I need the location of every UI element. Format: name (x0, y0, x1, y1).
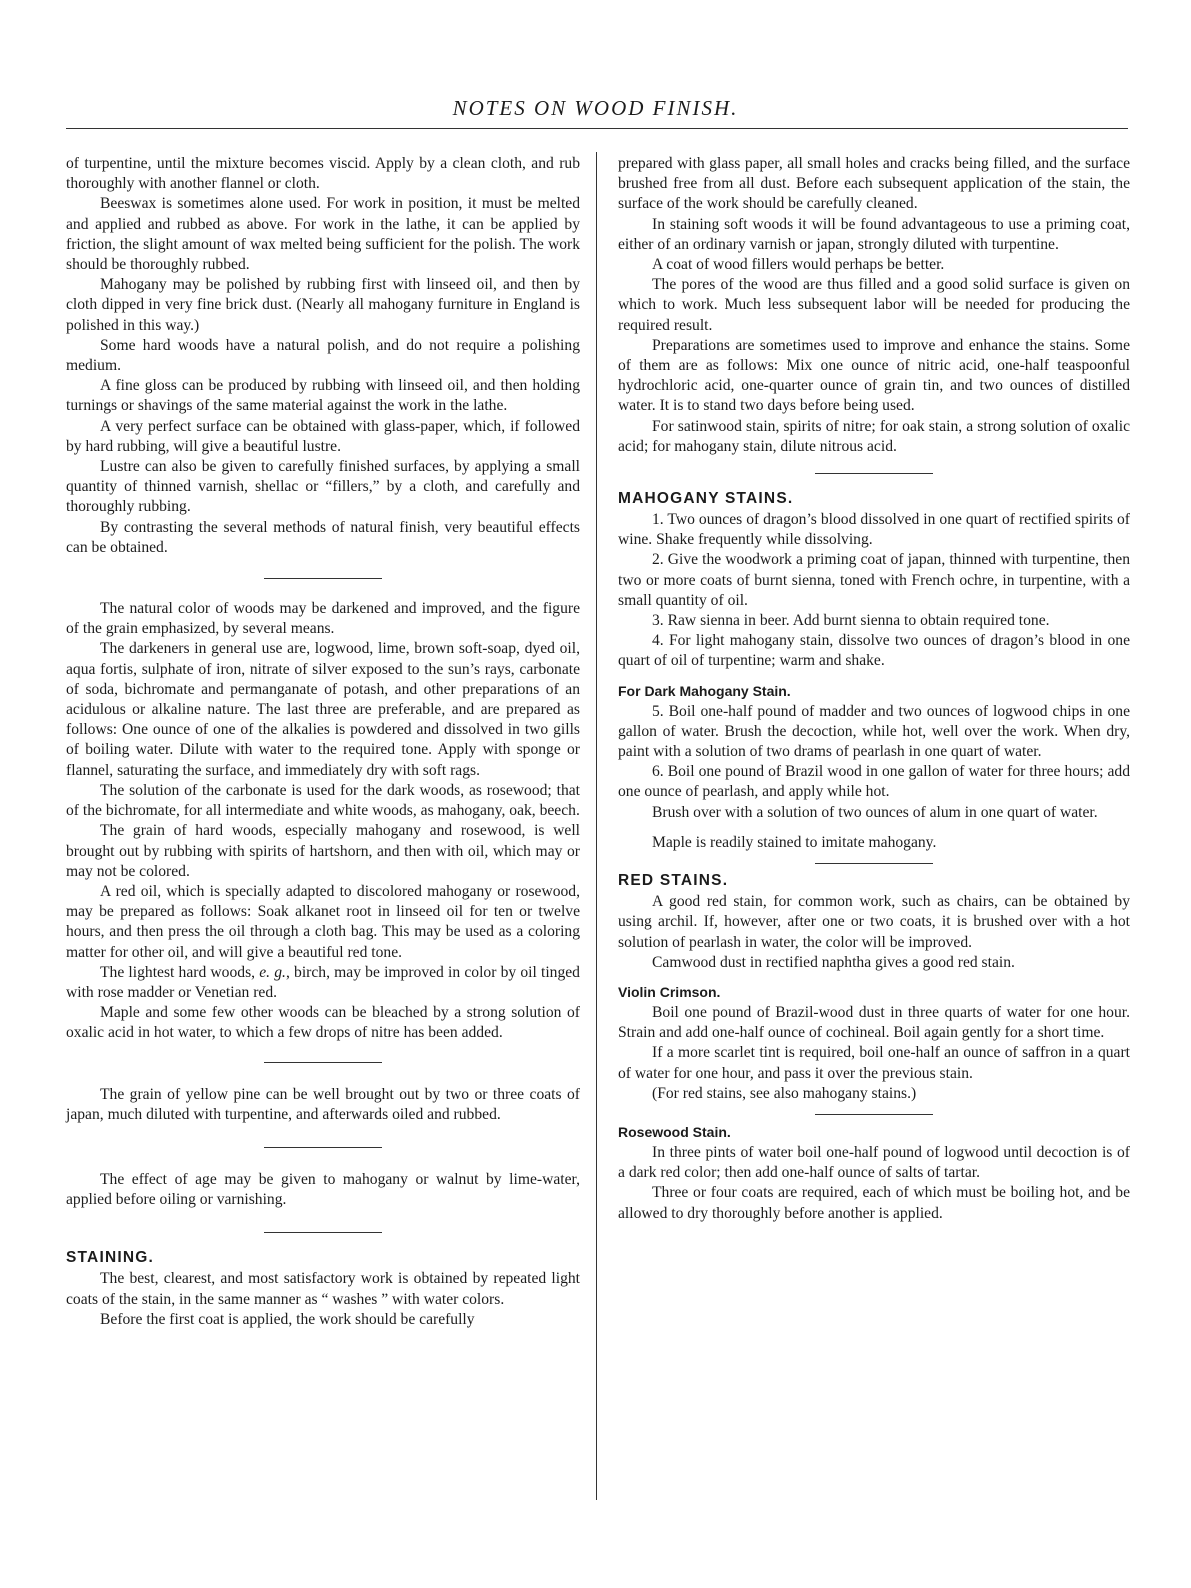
paragraph: of turpentine, until the mixture becomes viscid. Apply by a clean cloth, and rub thoroughly with another flannel or cloth. (66, 155, 580, 193)
column-divider (596, 152, 597, 1500)
paragraph: Maple and some few other woods can be bleached by a strong solution of oxalic acid in hot water, to which a few drops of nitre has been added. (66, 1004, 580, 1042)
paragraph: By contrasting the several methods of natural finish, very beautiful effects can be obtained. (66, 518, 580, 556)
paragraph: The best, clearest, and most satisfactory work is obtained by repeated light coats of the stain, in the same manner as “ washes ” with water colors. (66, 1270, 580, 1308)
paragraph (66, 963, 580, 1003)
left-column (66, 154, 580, 1330)
list-item: 6. Boil one pound of Brazil wood in one gallon of water for three hours; add one ounce of pearlash, and apply while hot. (618, 763, 1130, 801)
paragraph: The solution of the carbonate is used for the dark woods, as rosewood; that of the bichromate, for all intermediate and white woods, as mahogany, oak, beech. (66, 781, 580, 820)
paragraph: Mahogany may be polished by rubbing first with linseed oil, and then by cloth dipped in very fine brick dust. (Nearly all mahogany furniture in England is polished in this way.) (66, 276, 580, 334)
paragraph: The grain of yellow pine can be well brought out by two or three coats of japan, much diluted with turpentine, and afterwards oiled and rubbed. (66, 1085, 580, 1123)
page-header: NOTES ON WOOD FINISH. (452, 96, 739, 120)
list-item: 4. For light mahogany stain, dissolve two ounces of dragon’s blood in one quart of oil of turpentine; warm and shake. (618, 632, 1130, 670)
right-column (618, 154, 1130, 1224)
paragraph: Boil one pound of Brazil-wood dust in three quarts of water for one hour. Strain and add one-half ounce of cochineal. Boil again gently for a short time. (618, 1003, 1130, 1042)
rosewood-stain-heading: Rosewood Stain. (618, 1123, 731, 1140)
paragraph: A red oil, which is specially adapted to discolored mahogany or rosewood, may be prepared as follows: Soak alkanet root in linseed oil for ten or twelve hours, and then press the oil through a cloth bag. This may be used as a coloring matter for other oil, and will give a beautiful red tone. (66, 882, 580, 961)
paragraph: The pores of the wood are thus filled and a good solid surface is given on which to work. Much less subsequent labor will be needed for producing the required result. (618, 276, 1130, 334)
violin-crimson-heading: Violin Crimson. (618, 983, 721, 1000)
red-stains-heading: RED STAINS. (618, 872, 729, 890)
paragraph: Three or four coats are required, each of which must be boiling hot, and be allowed to dry thoroughly before another is applied. (618, 1184, 1130, 1222)
staining-heading: STAINING. (66, 1249, 155, 1267)
paragraph: The grain of hard woods, especially mahogany and rosewood, is well brought out by rubbing with spirits of hartshorn, and then with oil, which may or may not be colored. (66, 822, 580, 880)
paragraph: A coat of wood fillers would perhaps be better. (652, 256, 945, 274)
paragraph: For satinwood stain, spirits of nitre; for oak stain, a strong solution of oxalic acid; for mahogany stain, dilute nitrous acid. (618, 417, 1130, 455)
paragraph: Lustre can also be given to carefully finished surfaces, by applying a small quantity of thinned varnish, shellac or “fillers,” by a cloth, and carefully and thoroughly rubbing. (66, 458, 580, 516)
paragraph: A good red stain, for common work, such as chairs, can be obtained by using archil. If, however, after one or two coats, it is brushed over with a hot solution of pearlash in water, the color will be improved. (618, 893, 1130, 951)
paragraph: Some hard woods have a natural polish, and do not require a polishing medium. (66, 336, 580, 375)
list-item: 2. Give the woodwork a priming coat of japan, thinned with turpentine, then two or more coats of burnt sienna, toned with French ochre, in turpentine, with a small quantity of oil. (618, 551, 1130, 609)
list-item: 5. Boil one-half pound of madder and two ounces of logwood chips in one gallon of water. Brush the decoction, while hot, well over the work. When dry, paint with a solution of two drams of pearlash in one quart of water. (618, 702, 1130, 761)
paragraph: A very perfect surface can be obtained with glass-paper, which, if followed by hard rubbing, will give a beautiful lustre. (66, 417, 580, 455)
paragraph: A fine gloss can be produced by rubbing with linseed oil, and then holding turnings or shavings of the same material against the work in the lathe. (66, 377, 580, 415)
paragraph: The natural color of woods may be darkened and improved, and the figure of the grain emphasized, by several means. (66, 600, 580, 638)
mahogany-stains-heading: MAHOGANY STAINS. (618, 490, 794, 508)
paragraph: In three pints of water boil one-half pound of logwood until decoction is of a dark red color; then add one-half ounce of salts of tartar. (618, 1143, 1130, 1182)
paragraph: prepared with glass paper, all small holes and cracks being filled, and the surface brushed free from all dust. Before each subsequent application of the stain, the surface of the work should be carefully cleaned. (618, 155, 1130, 213)
paragraph: Brush over with a solution of two ounces of alum in one quart of water. (652, 803, 1098, 821)
paragraph: In staining soft woods it will be found advantageous to use a priming coat, either of an ordinary varnish or japan, strongly diluted with turpentine. (618, 215, 1130, 253)
paragraph: Preparations are sometimes used to improve and enhance the stains. Some of them are as follows: Mix one ounce of nitric acid, one-half teaspoonful hydrochloric acid, one-quarter ounce of grain tin, and two ounces of distilled water. It is to stand two days before being used. (618, 336, 1130, 415)
paragraph: If a more scarlet tint is required, boil one-half an ounce of saffron in a quart of water for one hour, and pass it over the previous stain. (618, 1044, 1130, 1082)
list-item: 1. Two ounces of dragon’s blood dissolved in one quart of rectified spirits of wine. Shake frequently while dissolving. (618, 511, 1130, 549)
italic-text: e. g. (259, 963, 286, 981)
paragraph: Beeswax is sometimes alone used. For work in position, it must be melted and applied and rubbed as above. For work in the lathe, it can be applied by friction, the slight amount of wax melted being sufficient for the polish. The work should be thoroughly rubbed. (66, 195, 580, 274)
text-run: , birch, may be improved in color by oil tinged with rose madder or Venetian red. (66, 963, 580, 1001)
paragraph: Camwood dust in rectified naphtha gives a good red stain. (652, 953, 1015, 971)
paragraph: Maple is readily stained to imitate mahogany. (652, 833, 937, 851)
text-run: The lightest hard woods, (100, 963, 260, 981)
paragraph: The darkeners in general use are, logwood, lime, brown soft-soap, dyed oil, aqua fortis, sulphate of iron, nitrate of silver exposed to the sun’s rays, carbonate of soda, bichromate and permanganate of potash, and other preparations of an acidulous or alkaline nature. The last three are preferable, and are prepared as follows: One ounce of one of the alkalies is powdered and dissolved in two gills of boiling water. Dilute with water to the required tone. Apply with sponge or flannel, saturating the surface, and immediately dry with soft rags. (66, 640, 580, 779)
header-rule (66, 128, 1128, 129)
list-item: 3. Raw sienna in beer. Add burnt sienna to obtain required tone. (652, 612, 1050, 630)
paragraph: (For red stains, see also mahogany stains.) (652, 1084, 917, 1102)
paragraph: Before the first coat is applied, the work should be carefully (100, 1310, 475, 1328)
paragraph: The effect of age may be given to mahogany or walnut by lime-water, applied before oiling or varnishing. (66, 1170, 580, 1209)
dark-mahogany-heading: For Dark Mahogany Stain. (618, 682, 791, 699)
